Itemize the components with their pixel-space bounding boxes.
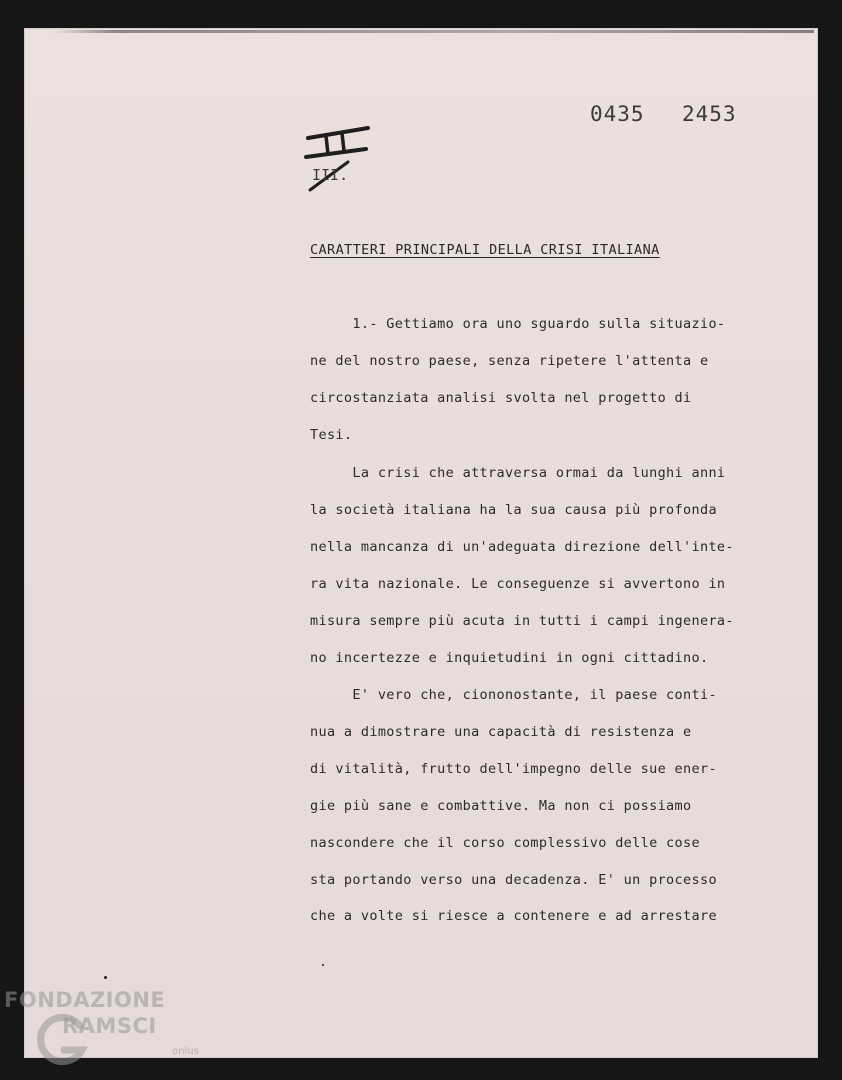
body-line: che a volte si riesce a contenere e ad arrestare [310, 908, 717, 924]
watermark-line2: RAMSCI [62, 1014, 157, 1038]
fondazione-gramsci-watermark [4, 988, 214, 1078]
document-title: CARATTERI PRINCIPALI DELLA CRISI ITALIANA [310, 242, 660, 258]
archive-number-1: 0435 [590, 102, 645, 126]
body-line: ra vita nazionale. Le conseguenze si avvertono in [310, 576, 726, 592]
body-line: sta portando verso una decadenza. E' un processo [310, 872, 717, 888]
paper-top-edge [54, 30, 814, 33]
body-line: la società italiana ha la sua causa più profonda [310, 502, 717, 518]
paper-speck [322, 964, 324, 966]
body-line: La crisi che attraversa ormai da lunghi anni [310, 465, 726, 481]
body-line: 1.- Gettiamo ora uno sguardo sulla situazio- [310, 316, 726, 332]
body-line: di vitalità, frutto dell'impegno delle sue ener- [310, 761, 717, 777]
typewritten-page [24, 28, 818, 1058]
body-line: E' vero che, ciononostante, il paese conti- [310, 687, 717, 703]
body-line: gie più sane e combattive. Ma non ci possiamo [310, 798, 692, 814]
watermark-suffix: onlus [172, 1046, 199, 1057]
body-line: nella mancanza di un'adeguata direzione dell'inte- [310, 539, 734, 555]
paper-speck [104, 976, 107, 979]
body-line: Tesi. [310, 427, 353, 443]
body-line: misura sempre più acuta in tutti i campi ingenera- [310, 613, 734, 629]
struck-section-number: III. [312, 166, 349, 184]
body-line: nua a dimostrare una capacità di resistenza e [310, 724, 692, 740]
body-line: no incertezze e inquietudini in ogni cittadino. [310, 650, 709, 666]
body-line: nascondere che il corso complessivo delle cose [310, 835, 700, 851]
watermark-line1: FONDAZIONE [4, 988, 166, 1012]
body-line: ne del nostro paese, senza ripetere l'attenta e [310, 353, 709, 369]
body-line: circostanziata analisi svolta nel progetto di [310, 390, 692, 406]
archive-number-2: 2453 [682, 102, 737, 126]
